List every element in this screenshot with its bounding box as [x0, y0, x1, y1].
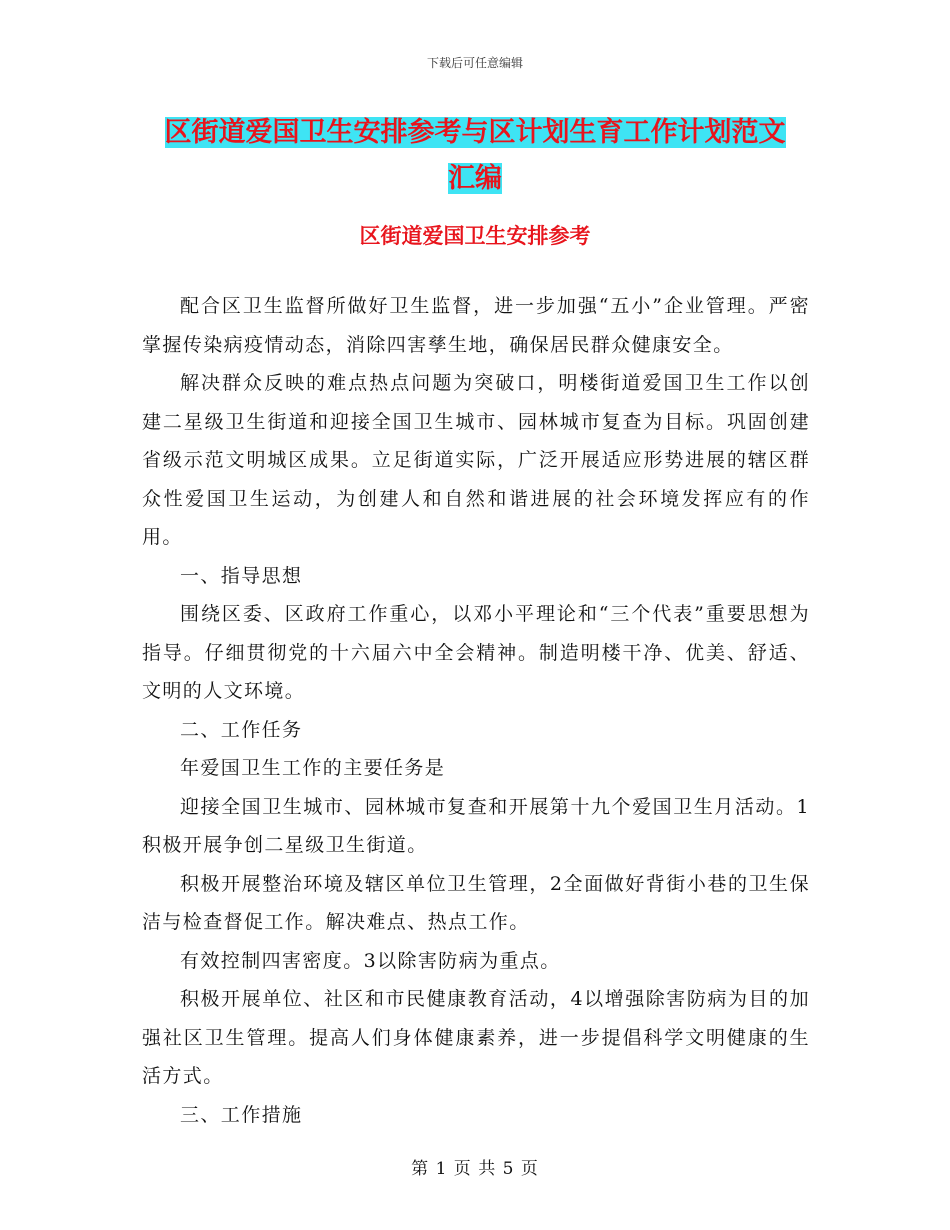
paragraph: 有效控制四害密度。3以除害防病为重点。 — [180, 949, 561, 972]
page-footer: 第 1 页 共 5 页 — [411, 1159, 539, 1179]
paragraph: 配合区卫生监督所做好卫生监督，进一步加强“五小”企业管理。严密掌握传染病疫情动态，消除四害孳生地，确保居民群众健康安全。 — [142, 295, 810, 356]
paragraph: 年爱国卫生工作的主要任务是 — [180, 757, 446, 779]
header-note: 下载后可任意编辑 — [426, 56, 523, 70]
heading-work-tasks: 二、工作任务 — [180, 718, 303, 741]
heading-work-measures: 三、工作措施 — [180, 1103, 303, 1126]
heading-guiding-thought: 一、指导思想 — [180, 564, 303, 587]
paragraph: 围绕区委、区政府工作重心，以邓小平理论和“三个代表”重要思想为指导。仔细贯彻党的十六届六中全会精神。制造明楼干净、优美、舒适、文明的人文环境。 — [142, 603, 810, 702]
paragraph: 积极开展单位、社区和市民健康教育活动，4以增强除害防病为目的加强社区卫生管理。提高人们身体健康素养，进一步提倡科学文明健康的生活方式。 — [142, 988, 810, 1087]
title-line-1: 区街道爱国卫生安排参考与区计划生育工作计划范文 — [164, 117, 786, 148]
document-body — [142, 287, 810, 1134]
paragraph: 解决群众反映的难点热点问题为突破口，明楼街道爱国卫生工作以创建二星级卫生街道和迎接全国卫生城市、园林城市复查为目标。巩固创建省级示范文明城区成果。立足街道实际，广泛开展适应形势进展的辖区群众性爱国卫生运动，为创建人和自然和谐进展的社会环境发挥应有的作用。 — [142, 372, 810, 548]
section-title: 区街道爱国卫生安排参考 — [359, 224, 591, 248]
document-title — [140, 110, 810, 202]
paragraph: 迎接全国卫生城市、园林城市复查和开展第十九个爱国卫生月活动。1积极开展争创二星级卫生街道。 — [142, 795, 810, 856]
title-line-2: 汇编 — [448, 163, 502, 194]
paragraph: 积极开展整治环境及辖区单位卫生管理，2全面做好背街小巷的卫生保洁与检查督促工作。解决难点、热点工作。 — [142, 872, 810, 933]
